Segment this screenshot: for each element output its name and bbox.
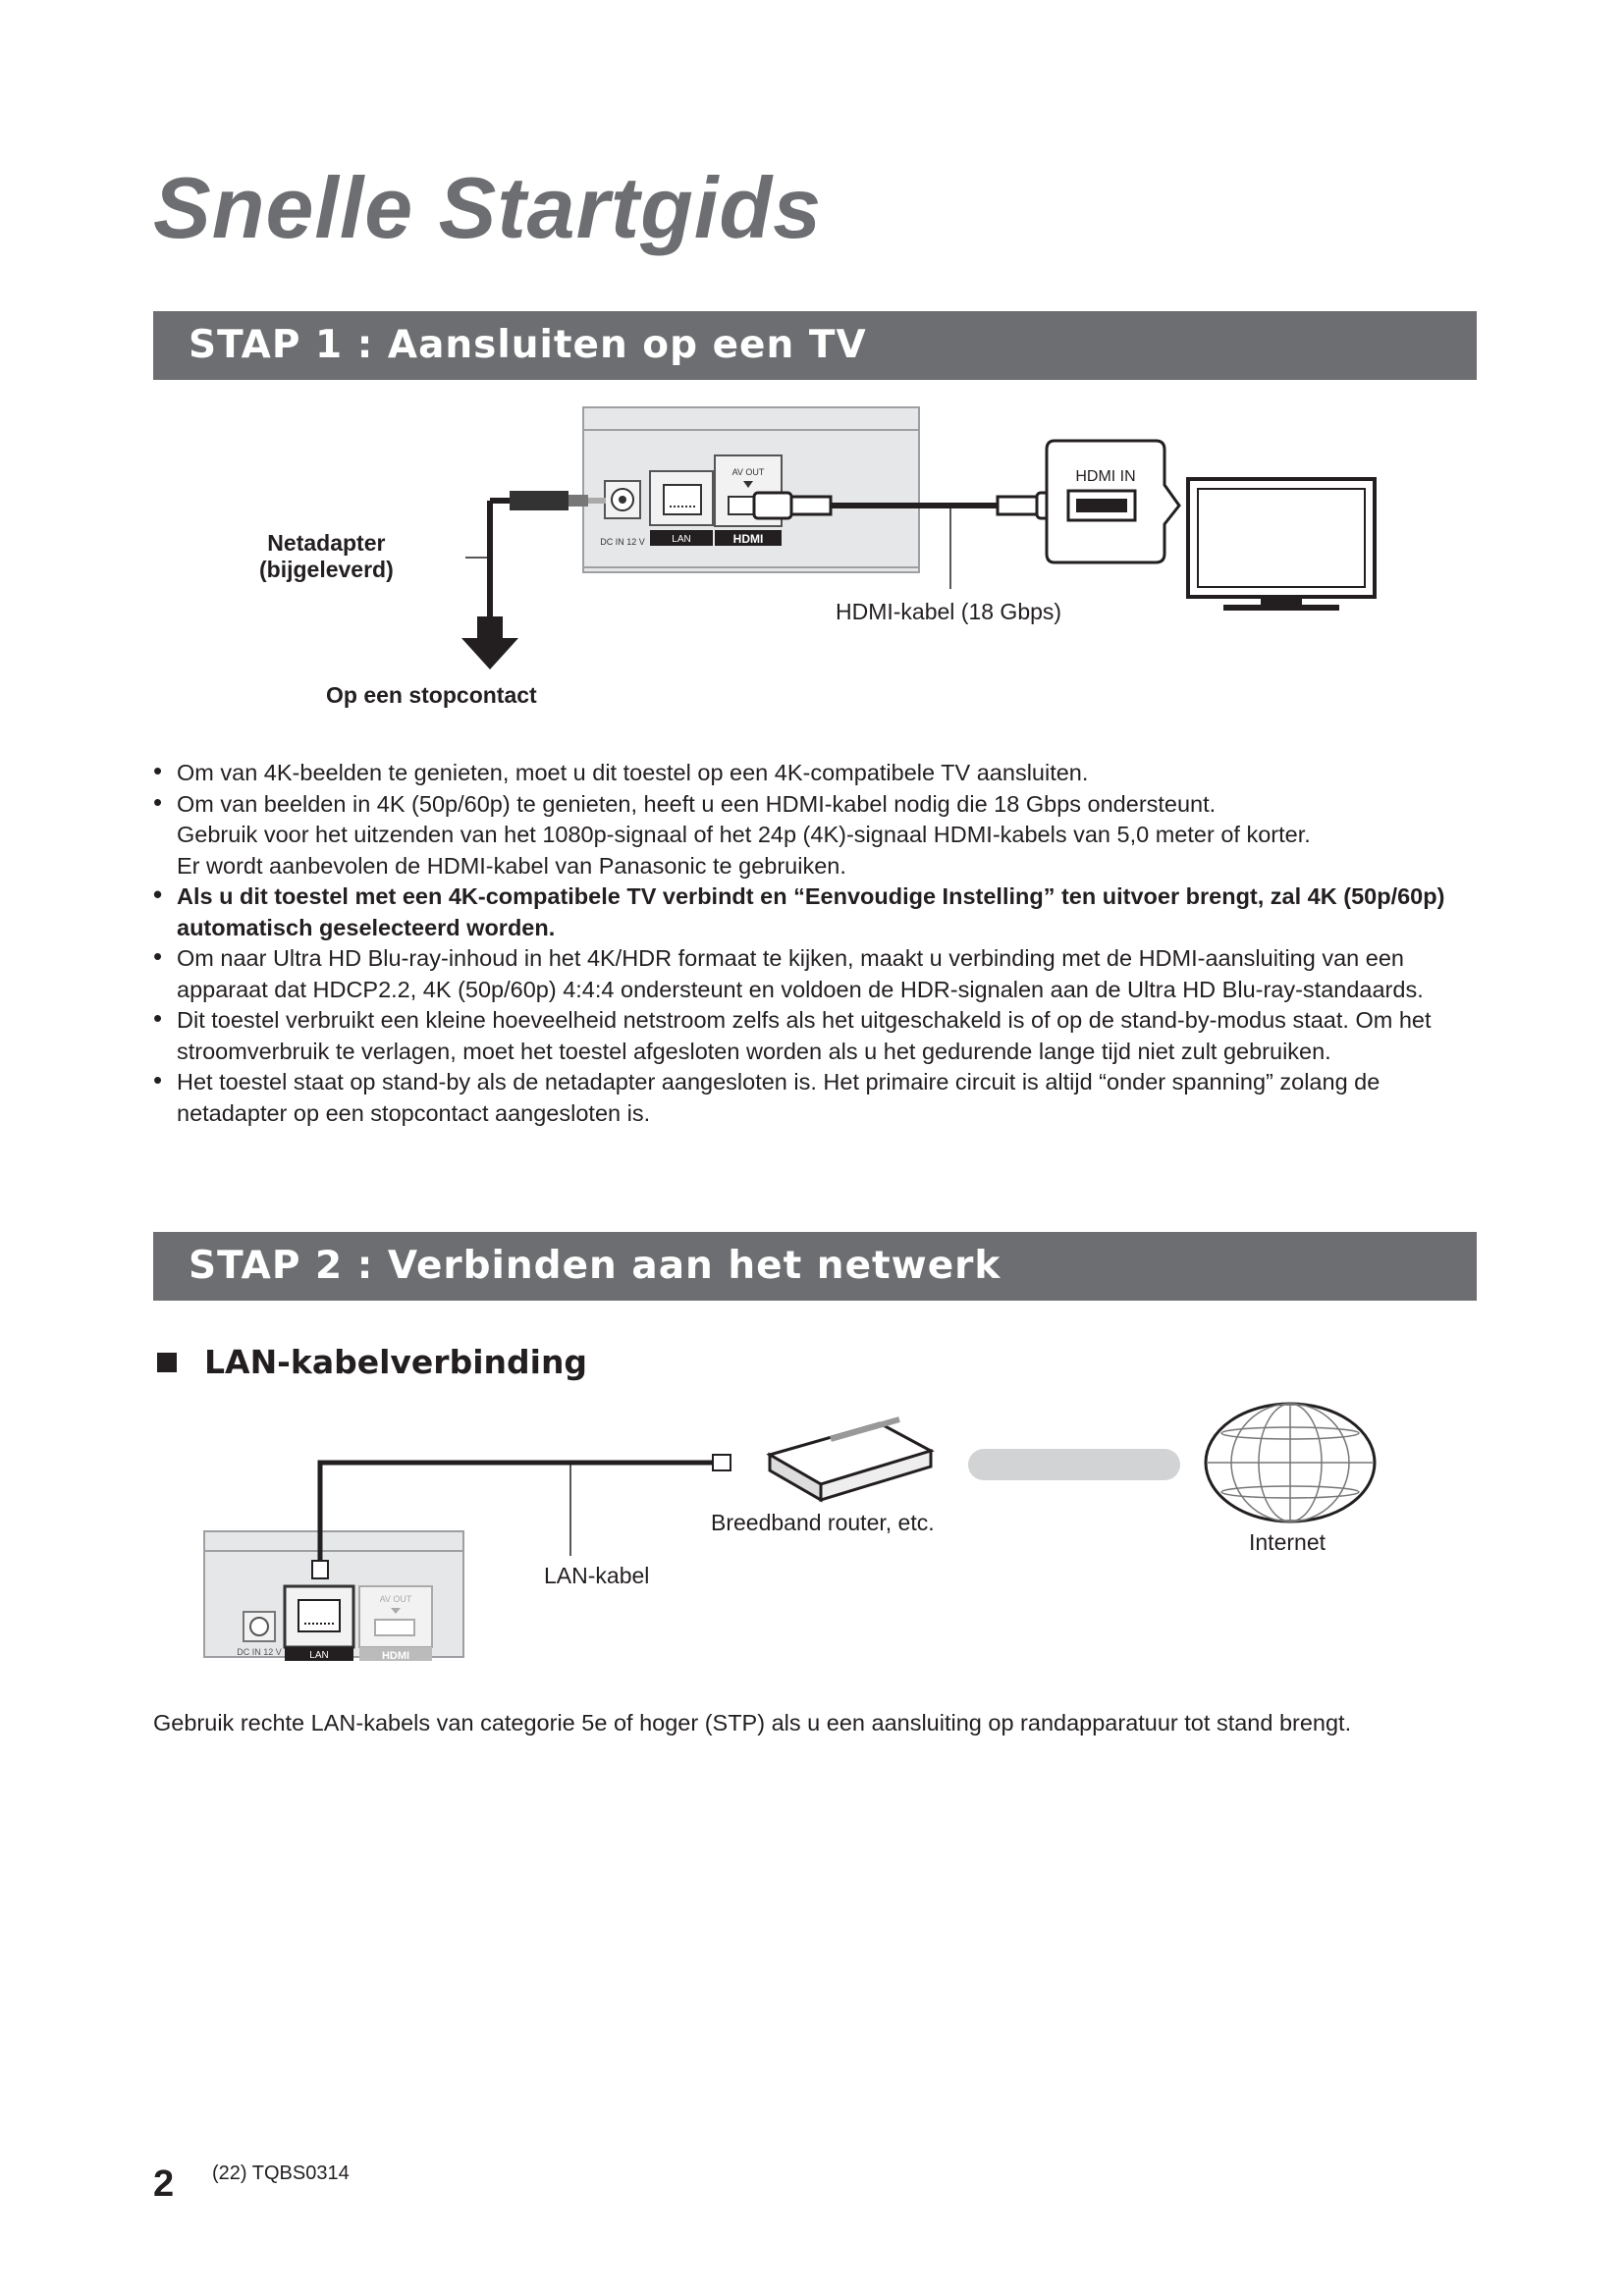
hdmi-port-label-lan: HDMI <box>381 1650 410 1662</box>
dc-port-label: DC IN 12 V <box>600 537 645 547</box>
list-item: • Om naar Ultra HD Blu-ray-inhoud in het 4K/HDR formaat te kijken, maakt u verbinding met de HDMI-aansluiting van een apparaat dat HDCP2.2, 4K (50p/60p) 4:4:4 ondersteunt en voldoen de HDR-signalen aan de Ultra HD Blu-ray-standaards. <box>153 943 1481 1005</box>
lan-connection-illustration <box>153 1394 1477 1718</box>
lan-cable-label: LAN-kabel <box>544 1563 650 1588</box>
list-item-subtext: Er wordt aanbevolen de HDMI-kabel van Panasonic te gebruiken. <box>177 852 846 879</box>
player-rear-panel-lan <box>204 1531 463 1662</box>
lan-port-label-lan: LAN <box>309 1650 329 1661</box>
internet-label: Internet <box>1249 1529 1326 1555</box>
hdmi-cable-label: HDMI-kabel (18 Gbps) <box>836 599 1062 624</box>
page-title: Snelle Startgids <box>153 159 823 256</box>
hdmi-in-label: HDMI IN <box>1075 468 1136 485</box>
player-rear-panel <box>583 407 919 572</box>
tv-hdmi-in-port <box>1047 441 1179 562</box>
step1-notes-list <box>153 758 1481 1129</box>
tv-connection-diagram <box>153 393 1477 726</box>
router-label: Breedband router, etc. <box>711 1510 935 1535</box>
network-link <box>968 1449 1180 1480</box>
dc-port-label-lan: DC IN 12 V <box>237 1647 282 1657</box>
page-code: (22) TQBS0314 <box>212 2163 350 2184</box>
list-item: • Het toestel staat op stand-by als de netadapter aangesloten is. Het primaire circuit is altijd “onder spanning” zolang de netadapter op een stopcontact aangesloten is. <box>153 1067 1481 1129</box>
netadapter-label-line2: (bijgeleverd) <box>259 557 394 582</box>
hdmi-port-label: HDMI <box>732 532 764 546</box>
outlet-label: Op een stopcontact <box>326 682 537 708</box>
list-item: • Dit toestel verbruikt een kleine hoeveelheid netstroom zelfs als het uitgeschakeld is of op de stand-by-modus staat. Om het stroomverbruik te verlagen, moet het toestel afgesloten worden als u het gedurende lange tijd niet zult gebruiken. <box>153 1005 1481 1067</box>
step1-heading: STAP 1 : Aansluiten op een TV <box>153 311 1477 380</box>
lan-connection-diagram <box>153 1394 1477 1718</box>
tv-icon <box>1188 479 1375 611</box>
lan-port-label: LAN <box>672 534 691 545</box>
av-out-label: AV OUT <box>731 467 765 477</box>
list-item: • Als u dit toestel met een 4K-compatibele TV verbindt en “Eenvoudige Instelling” ten uitvoer brengt, zal 4K (50p/60p) automatisch geselecteerd worden. <box>153 881 1481 943</box>
list-item: • Om van 4K-beelden te genieten, moet u dit toestel op een 4K-compatibele TV aansluiten. <box>153 758 1481 789</box>
lan-subheading <box>157 1343 587 1381</box>
lan-subheading-text: LAN-kabelverbinding <box>204 1343 588 1381</box>
list-item-subtext: Gebruik voor het uitzenden van het 1080p-signaal of het 24p (4K)-signaal HDMI-kabels van 5,0 meter of korter. <box>177 822 1311 847</box>
globe-icon <box>1206 1404 1375 1522</box>
router-icon <box>770 1419 931 1500</box>
step2-heading: STAP 2 : Verbinden aan het netwerk <box>153 1232 1477 1301</box>
square-bullet-icon <box>157 1353 177 1372</box>
list-item <box>153 789 1481 882</box>
list-item-text: • Om van beelden in 4K (50p/60p) te genieten, heeft u een HDMI-kabel nodig die 18 Gbps ondersteunt. <box>177 790 1217 817</box>
page-number: 2 <box>153 2163 175 2205</box>
lan-cable-note: Gebruik rechte LAN-kabels van categorie 5e of hoger (STP) als u een aansluiting op randapparatuur tot stand brengt. <box>153 1710 1352 1735</box>
outlet-arrow-icon <box>461 616 518 669</box>
netadapter-label <box>259 530 394 583</box>
netadapter-label-line1: Netadapter <box>267 530 386 556</box>
av-out-label-lan: AV OUT <box>379 1594 412 1604</box>
